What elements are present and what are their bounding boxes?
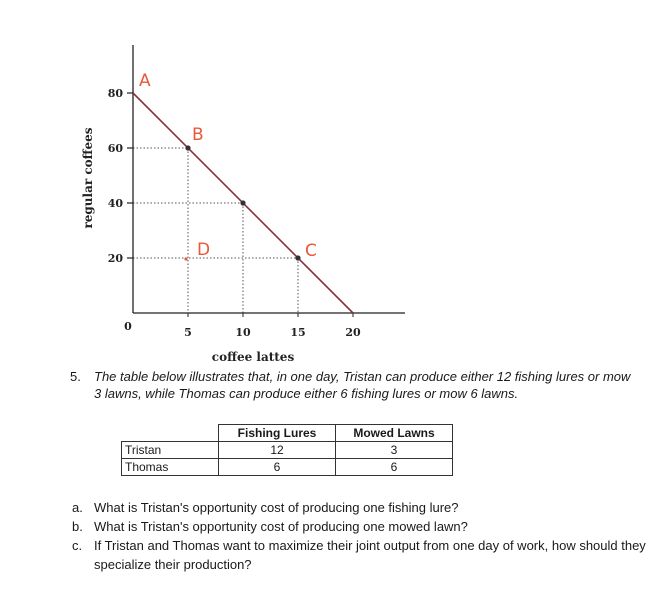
x-tick-label: 5 <box>184 326 192 339</box>
handwritten-annotations <box>139 71 317 261</box>
cell-lawns: 6 <box>336 459 453 476</box>
tick-labels <box>108 87 361 339</box>
handwritten-label-d: D <box>197 240 211 260</box>
handwritten-label-c: C <box>305 241 317 261</box>
ppf-point <box>240 200 245 205</box>
y-tick-label: 40 <box>107 197 123 210</box>
x-axis-title: coffee lattes <box>211 350 295 364</box>
y-tick-label: 60 <box>107 142 123 155</box>
row-name: Thomas <box>122 459 219 476</box>
table-corner-cell <box>122 425 219 442</box>
ppf-point <box>295 255 300 260</box>
part-b <box>70 517 650 536</box>
axes <box>127 45 405 317</box>
header-fishing-lures: Fishing Lures <box>219 425 336 442</box>
part-label: b. <box>72 519 83 534</box>
handwritten-label-a: A <box>139 71 151 91</box>
question-number: 5. <box>70 369 81 384</box>
y-tick-label: 80 <box>107 87 123 100</box>
part-text: What is Tristan's opportunity cost of producing one mowed lawn? <box>94 519 468 534</box>
part-text: What is Tristan's opportunity cost of producing one fishing lure? <box>94 500 459 515</box>
row-name: Tristan <box>122 442 219 459</box>
x-tick-label: 20 <box>345 326 361 339</box>
cell-lures: 6 <box>219 459 336 476</box>
part-label: a. <box>72 500 83 515</box>
x-tick-label: 15 <box>290 326 306 339</box>
production-table <box>121 424 453 476</box>
table-header-row <box>122 425 453 442</box>
cell-lawns: 3 <box>336 442 453 459</box>
part-text: If Tristan and Thomas want to maximize their joint output from one day of work, how should they specialize their production? <box>94 538 646 572</box>
x-tick-label: 0 <box>124 320 132 333</box>
header-mowed-lawns: Mowed Lawns <box>336 425 453 442</box>
guide-lines <box>133 148 298 313</box>
part-label: c. <box>72 538 83 553</box>
ppf-point <box>185 145 190 150</box>
y-axis-title: regular coffees <box>81 127 95 229</box>
table-row <box>122 459 453 476</box>
x-tick-label: 10 <box>235 326 251 339</box>
cell-lures: 12 <box>219 442 336 459</box>
part-a <box>70 498 650 517</box>
question-text: The table below illustrates that, in one day, Tristan can produce either 12 fishing lures or mow 3 lawns, while Thomas can produce either 6 fishing lures or mow 6 lawns. <box>94 369 631 401</box>
part-c <box>70 536 650 574</box>
table-row <box>122 442 453 459</box>
y-tick-label: 20 <box>107 252 123 265</box>
handwritten-label-b: B <box>192 125 204 145</box>
handwritten-mark <box>184 257 187 260</box>
question-parts <box>70 498 650 574</box>
